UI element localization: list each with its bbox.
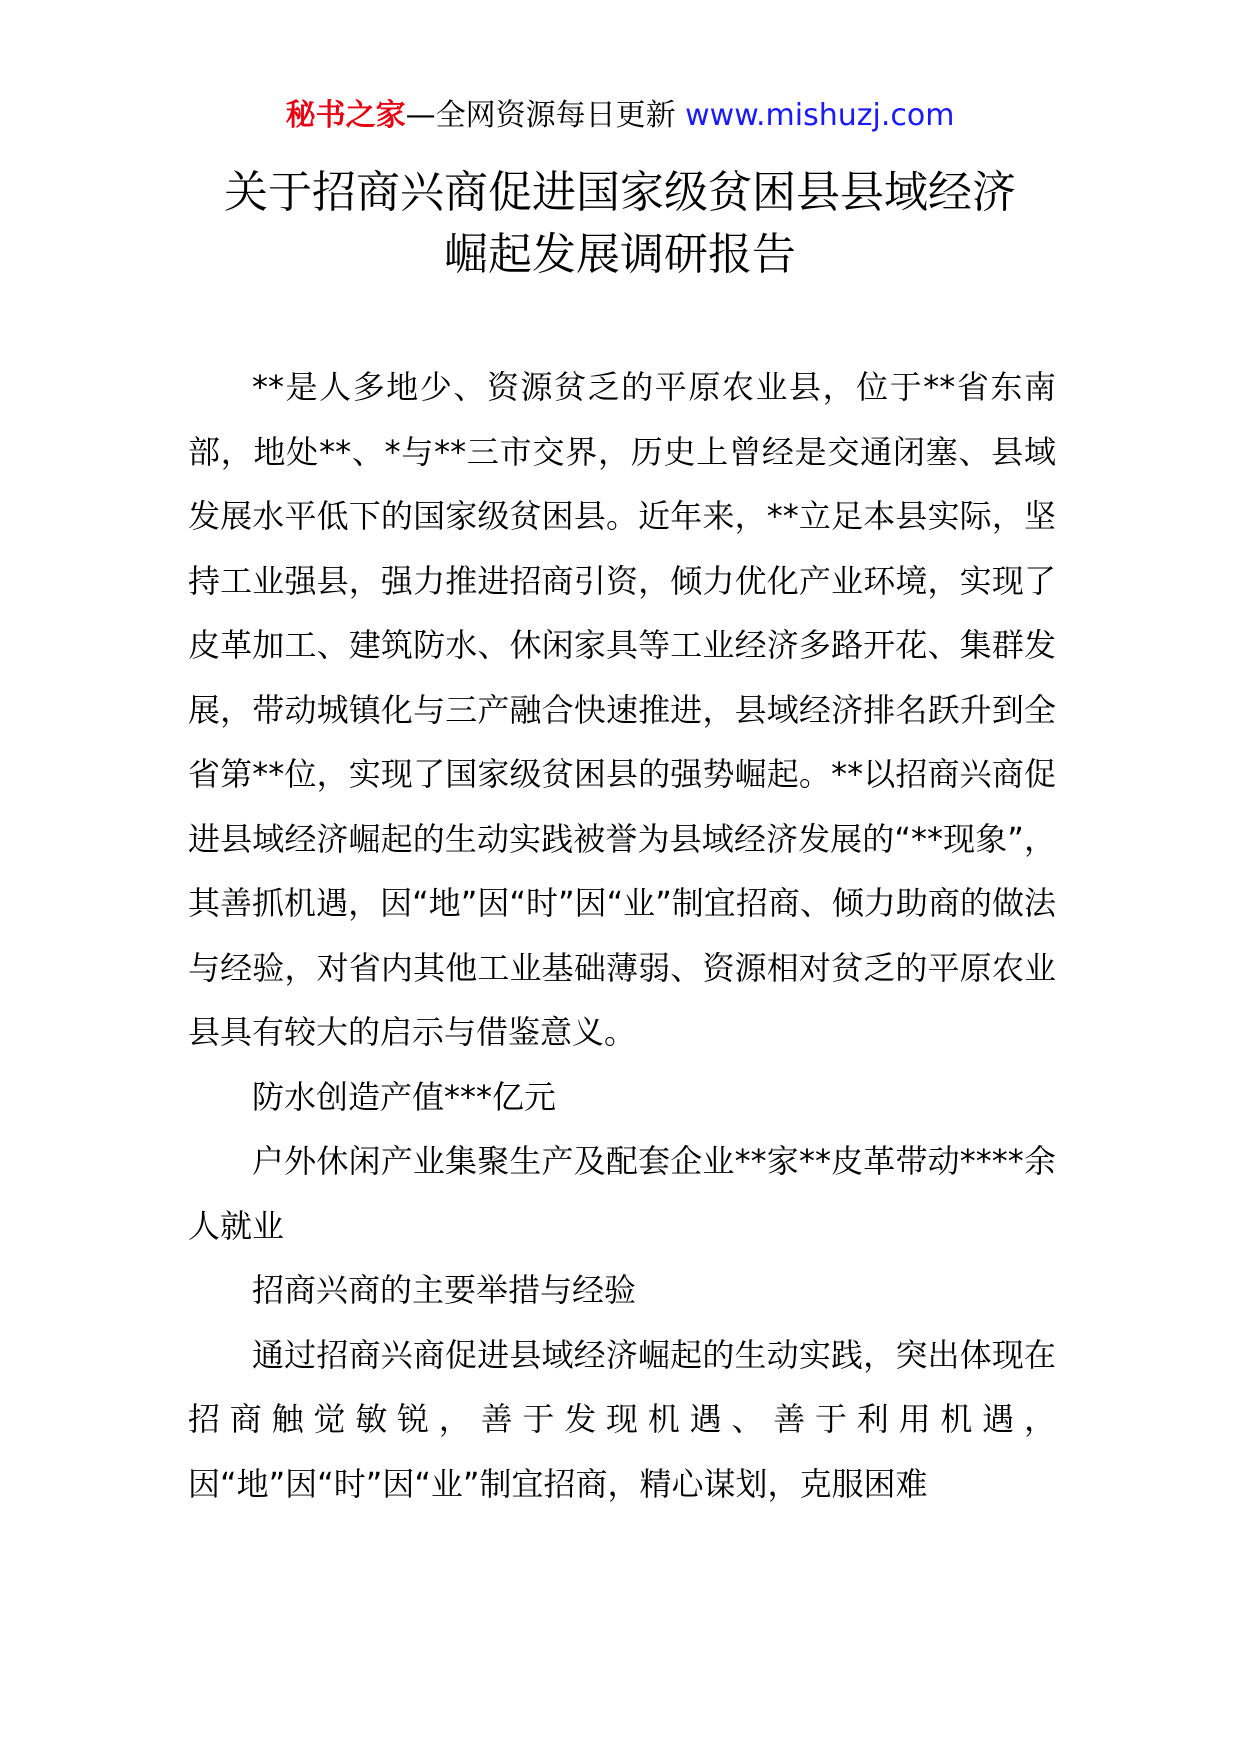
paragraph-waterproof-output: 防水创造产值***亿元 (252, 1077, 557, 1116)
site-header (0, 96, 1240, 136)
document-title (0, 162, 1240, 286)
paragraph-measures-body: 通过招商兴商促进县域经济崛起的生动实践，突出体现在招商触觉敏锐，善于发现机遇、善于利用机遇，因“地”因“时”因“业”制宜招商，精心谋划，克服困难 (188, 1335, 1056, 1503)
title-line-2: 崛起发展调研报告 (444, 229, 796, 280)
section-heading-measures: 招商兴商的主要举措与经验 (252, 1271, 637, 1309)
paragraph-intro: **是人多地少、资源贫乏的平原农业县，位于**省东南部，地处**、*与**三市交界，历史上曾经是交通闭塞、县域发展水平低下的国家级贫困县。近年来，**立足本县实际，坚持工业强县，强力推进招商引资，倾力优化产业环境，实现了皮革加工、建筑防水、休闲家具等工业经济多路开花、集群发展，带动城镇化与三产融合快速推进，县域经济排名跃升到全省第**位，实现了国家级贫困县的强势崛起。**以招商兴商促进县域经济崛起的生动实践被誉为县域经济发展的“**现象”，其善抓机遇，因“地”因“时”因“业”制宜招商、倾力助商的做法与经验，对省内其他工业基础薄弱、资源相对贫乏的平原农业县具有较大的启示与借鉴意义。 (188, 368, 1056, 1051)
header-tagline: —全网资源每日更新 (405, 98, 686, 133)
brand-name: 秘书之家 (285, 98, 406, 133)
site-url-link[interactable]: www.mishuzj.com (685, 98, 955, 133)
title-line-1: 关于招商兴商促进国家级贫困县县域经济 (224, 167, 1016, 218)
paragraph-outdoor-leisure: 户外休闲产业集聚生产及配套企业**家**皮革带动****余人就业 (188, 1142, 1056, 1245)
document-body (188, 355, 1056, 1516)
